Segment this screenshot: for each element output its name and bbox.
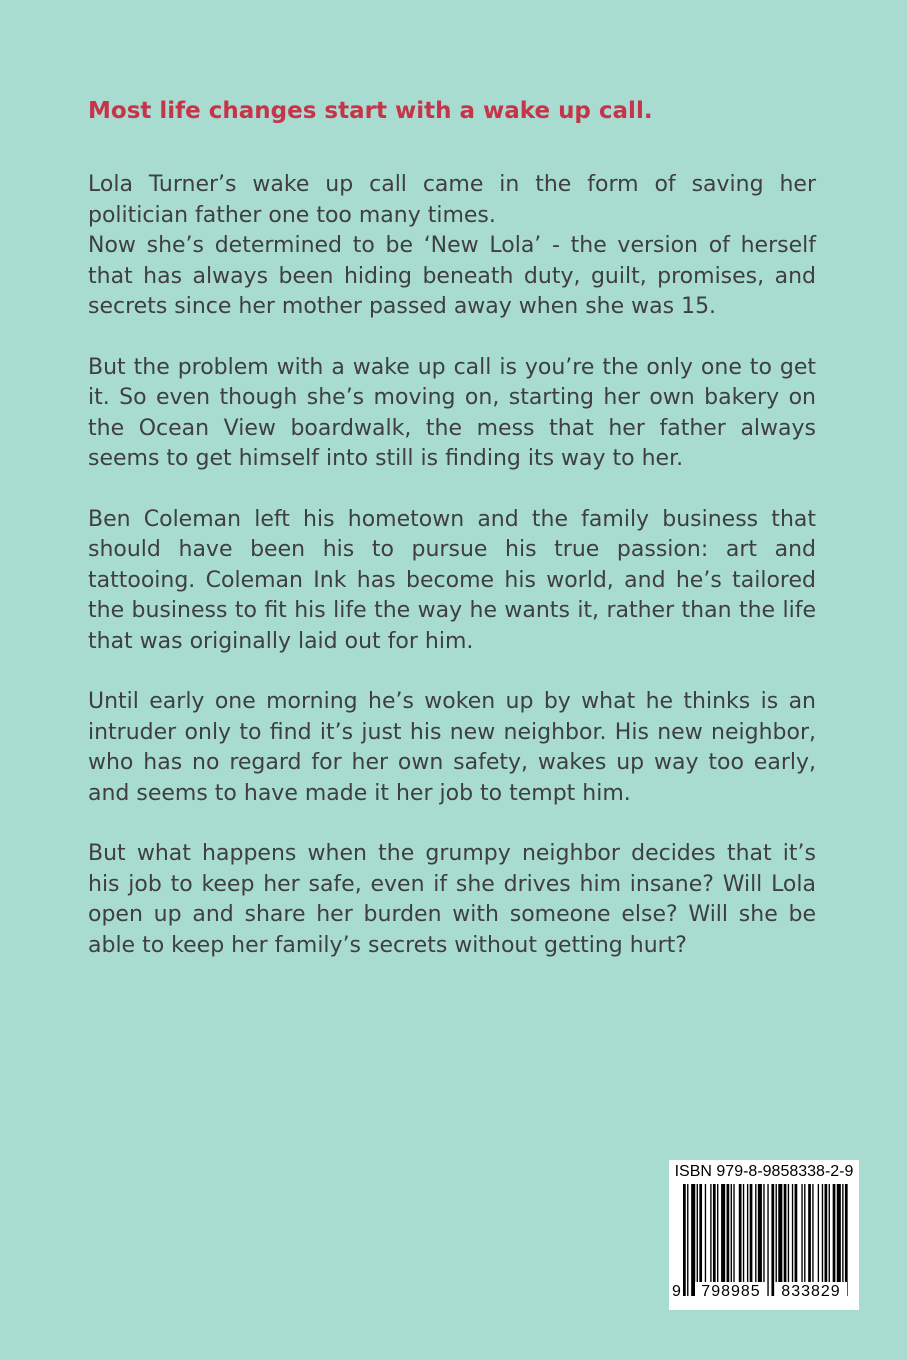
- barcode-bar: [758, 1184, 762, 1296]
- barcode-bars: [683, 1184, 849, 1296]
- tagline: Most life changes start with a wake up call.: [88, 98, 653, 124]
- barcode-bar: [683, 1184, 686, 1296]
- blurb-paragraph-1-line-1: Lola Turner’s wake up call came in the form of saving her politician father one too many times.: [88, 172, 816, 228]
- barcode-bar: [721, 1184, 725, 1296]
- barcode-bar: [778, 1184, 782, 1296]
- barcode-bar: [699, 1184, 702, 1296]
- barcode-digits-right: 833829: [775, 1282, 847, 1302]
- blurb-paragraph-4: Until early one morning he’s woken up by what he thinks is an intruder only to find it’s just his new neighbor. His new neighbor, who has no regard for her own safety, wakes up way too early, and seems to have made it her job to tempt him.: [88, 689, 816, 806]
- back-cover-blurb: [88, 96, 816, 991]
- barcode-bar: [792, 1184, 793, 1296]
- barcode-bar: [733, 1184, 734, 1296]
- barcode-digit-first: 9: [672, 1283, 681, 1300]
- barcode-bar: [767, 1184, 768, 1296]
- barcode-bar: [743, 1184, 744, 1296]
- barcode-bar: [739, 1184, 742, 1296]
- barcode-bar: [763, 1184, 764, 1296]
- barcode-bar: [812, 1184, 813, 1296]
- barcode-bar: [755, 1184, 756, 1296]
- barcode-bar: [776, 1184, 777, 1296]
- blurb-paragraph-2: But the problem with a wake up call is you’re the only one to get it. So even though she’s moving on, starting her own bakery on the Ocean View boardwalk, the mess that her father always seems to get himself into still is finding its way to her.: [88, 354, 816, 471]
- barcode-bar: [818, 1184, 819, 1296]
- barcode-bar: [801, 1184, 802, 1296]
- blurb-paragraph-1-line-2: Now she’s determined to be ‘New Lola’ - the version of herself that has always been hiding beneath duty, guilt, promises, and secrets since her mother passed away when she was 15.: [88, 233, 816, 319]
- blurb-paragraph-3: Ben Coleman left his hometown and the family business that should have been his to pursue his true passion: art and tattooing. Coleman Ink has become his world, and he’s tailored the business to fit his life the way he wants it, rather than the life that was originally laid out for him.: [88, 506, 816, 654]
- barcode-bar: [697, 1184, 698, 1296]
- barcode-bar: [687, 1184, 688, 1296]
- barcode-bar: [705, 1184, 706, 1296]
- blurb-paragraph-1: [88, 170, 816, 323]
- barcode-bar: [691, 1184, 695, 1296]
- barcode-bar: [795, 1184, 798, 1296]
- barcode-bar: [829, 1184, 830, 1296]
- barcode-bar: [804, 1184, 805, 1296]
- isbn-label: ISBN 979-8-9858338-2-9: [674, 1163, 854, 1180]
- barcode-bar: [842, 1184, 843, 1296]
- barcode-bar: [727, 1184, 730, 1296]
- barcode-bar: [845, 1184, 848, 1296]
- barcode-bar: [747, 1184, 748, 1296]
- barcode-bar: [731, 1184, 732, 1296]
- barcode-bar: [822, 1184, 823, 1296]
- barcode-bar: [837, 1184, 841, 1296]
- barcode-bar: [808, 1184, 811, 1296]
- barcode-bar: [825, 1184, 828, 1296]
- barcode-bar: [717, 1184, 718, 1296]
- barcode-bar: [713, 1184, 716, 1296]
- isbn-barcode: [669, 1160, 859, 1310]
- barcode-bar: [833, 1184, 836, 1296]
- barcode-bar: [750, 1184, 753, 1296]
- blurb-paragraph-5: But what happens when the grumpy neighbor decides that it’s his job to keep her safe, even if she drives him insane? Will Lola open up and share her burden with someone else? Will she be able to keep her family’s secrets without getting hurt?: [88, 841, 816, 958]
- barcode-bar: [771, 1184, 774, 1296]
- barcode-bar: [710, 1184, 711, 1296]
- barcode-digits-left: 798985: [695, 1282, 767, 1302]
- barcode-bar: [788, 1184, 789, 1296]
- barcode-bar: [784, 1184, 787, 1296]
